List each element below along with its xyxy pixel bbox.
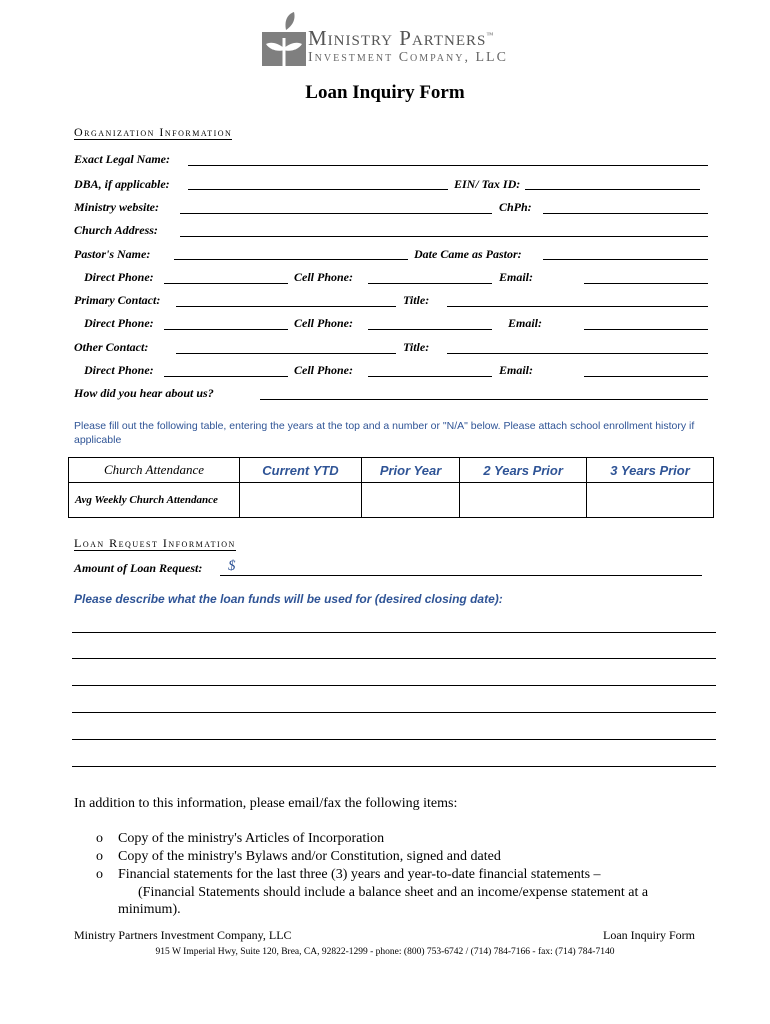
bullet-marker: o (96, 831, 103, 846)
three-years-prior-cell[interactable] (587, 483, 714, 518)
primary-direct-phone-label: Direct Phone: (84, 316, 154, 330)
website-label: Ministry website: (74, 200, 160, 214)
table-header-row (69, 458, 714, 483)
item-articles: Copy of the ministry's Articles of Incorporation (118, 831, 385, 846)
pastor-email-field[interactable] (584, 283, 708, 284)
ein-label: EIN/ Tax ID: (454, 177, 521, 191)
other-contact-field[interactable] (176, 353, 396, 354)
website-field[interactable] (180, 213, 492, 214)
table-row-label: Avg Weekly Church Attendance (69, 483, 240, 518)
item-financials: Financial statements for the last three (3) years and year-to-date financial statements – (118, 867, 601, 882)
primary-contact-field[interactable] (176, 306, 396, 307)
table-header-prior-year: Prior Year (361, 458, 459, 483)
primary-email-field[interactable] (584, 329, 708, 330)
primary-cell-phone-field[interactable] (368, 329, 492, 330)
other-direct-phone-label: Direct Phone: (84, 363, 154, 377)
pastor-email-label: Email: (499, 270, 534, 284)
loan-purpose-line[interactable] (72, 632, 716, 633)
loan-amount-label: Amount of Loan Request: (74, 561, 203, 575)
legal-name-field[interactable] (188, 165, 708, 166)
pastor-cell-phone-field[interactable] (368, 283, 492, 284)
table-row (69, 483, 714, 518)
ein-field[interactable] (525, 189, 700, 190)
two-years-prior-cell[interactable] (460, 483, 587, 518)
pastor-cell-phone-label: Cell Phone: (294, 270, 353, 284)
loan-purpose-line[interactable] (72, 658, 716, 659)
attendance-table (68, 457, 714, 518)
primary-email-label: Email: (508, 316, 543, 330)
other-title-label: Title: (403, 340, 430, 354)
table-header-current-ytd: Current YTD (240, 458, 362, 483)
brand-name: Ministry Partners™ (308, 26, 495, 50)
footer-address: 915 W Imperial Hwy, Suite 120, Brea, CA, 92822-1299 - phone: (800) 753-6742 / (714) 784-7166 - fax: (714) 784-7140 (155, 947, 615, 957)
other-cell-phone-field[interactable] (368, 376, 492, 377)
dba-field[interactable] (188, 189, 448, 190)
bullet-marker: o (96, 867, 103, 882)
prior-year-cell[interactable] (361, 483, 459, 518)
pastor-name-label: Pastor's Name: (74, 247, 151, 261)
footer-company: Ministry Partners Investment Company, LLC (74, 928, 292, 942)
pastor-name-field[interactable] (174, 259, 408, 260)
pastor-direct-phone-field[interactable] (164, 283, 288, 284)
loan-purpose-prompt: Please describe what the loan funds will be used for (desired closing date): (74, 592, 503, 606)
primary-title-field[interactable] (447, 306, 708, 307)
form-title: Loan Inquiry Form (305, 82, 465, 103)
item-bylaws: Copy of the ministry's Bylaws and/or Constitution, signed and dated (118, 849, 501, 864)
leaf-logo-icon (262, 12, 306, 66)
loan-amount-field[interactable] (220, 575, 702, 576)
bullet-marker: o (96, 849, 103, 864)
table-header-2-years-prior: 2 Years Prior (460, 458, 587, 483)
chph-label: ChPh: (499, 200, 532, 214)
loan-purpose-line[interactable] (72, 739, 716, 740)
other-contact-label: Other Contact: (74, 340, 149, 354)
organization-section-heading: Organization Information (74, 125, 233, 139)
item-financials-note: (Financial Statements should include a balance sheet and an income/expense statement at a (138, 885, 649, 900)
other-title-field[interactable] (447, 353, 708, 354)
dba-label: DBA, if applicable: (74, 177, 170, 191)
church-address-field[interactable] (180, 236, 708, 237)
heard-about-label: How did you hear about us? (74, 386, 214, 400)
date-pastor-label: Date Came as Pastor: (414, 247, 522, 261)
items-intro: In addition to this information, please email/fax the following items: (74, 796, 458, 811)
table-header-church-attendance: Church Attendance (69, 458, 240, 483)
table-instructions: Please fill out the following table, entering the years at the top and a number or "N/A" below. Please attach school enrollment history if applicable (74, 420, 695, 446)
pastor-direct-phone-label: Direct Phone: (84, 270, 154, 284)
church-address-label: Church Address: (74, 223, 158, 237)
primary-cell-phone-label: Cell Phone: (294, 316, 353, 330)
loan-purpose-line[interactable] (72, 712, 716, 713)
other-direct-phone-field[interactable] (164, 376, 288, 377)
table-header-3-years-prior: 3 Years Prior (587, 458, 714, 483)
current-ytd-cell[interactable] (240, 483, 362, 518)
dollar-sign: $ (228, 558, 236, 574)
loan-purpose-line[interactable] (72, 685, 716, 686)
loan-section-heading: Loan Request Information (74, 536, 236, 550)
legal-name-label: Exact Legal Name: (74, 152, 170, 166)
primary-title-label: Title: (403, 293, 430, 307)
other-email-label: Email: (499, 363, 534, 377)
footer-form-name: Loan Inquiry Form (603, 928, 695, 942)
primary-contact-label: Primary Contact: (74, 293, 161, 307)
heard-about-field[interactable] (260, 399, 708, 400)
date-pastor-field[interactable] (543, 259, 708, 260)
other-email-field[interactable] (584, 376, 708, 377)
primary-direct-phone-field[interactable] (164, 329, 288, 330)
loan-purpose-line[interactable] (72, 766, 716, 767)
brand-subtitle: Investment Company, LLC (308, 50, 508, 65)
item-financials-note-end: minimum). (118, 902, 181, 917)
other-cell-phone-label: Cell Phone: (294, 363, 353, 377)
chph-field[interactable] (543, 213, 708, 214)
